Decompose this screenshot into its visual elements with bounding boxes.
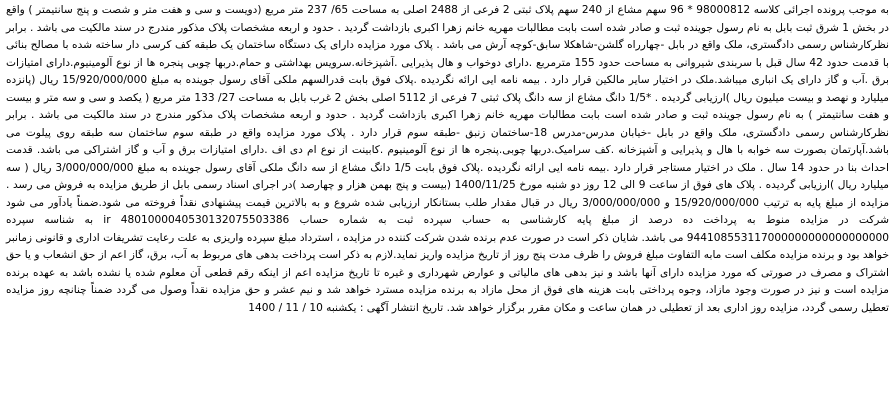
notice-body-text: به موجب پرونده اجرائی کلاسه 98000812 * 96 سهم مشاع از 240 سهم پلاک ثبتی 2 فرعی از 2488 اصلی به مساحت 65/ 237 متر مربع (دویست و سی و هفت متر و شصت و پنج سانتیمتر ) واقع در بخش 1 شرق ثبت بابل به نام رسول جوینده ثبت و صادر شده است بابت مطالبات مهریه خانم زهرا اکبری بازداشت گردید . حدود و اربعه مشخصات پلاک مذکور مندرج در سند مالکیت می باشد . برابر نظرکارشناس رسمی دادگستری، ملک واقع در بابل -چهارراه گلشن-شاهکلا سابق-کوچه آرش می باشد . پلاک مورد مزایده دارای یک دستگاه ساختمان یک طبقه کف کرسی دار ساخته شده با مصالح بنائی با قدمت حدود 42 سال قبل با سربندی شیروانی به مساحت حدود 155 مترمربع .دارای دوخواب و هال پذیرایی .آشپزخانه.سرویس بهداشتی و حمام.دربها چوبی پنجره ها از نوع آلومینیوم.دارای امتیازات برق .آب و گاز دارای یک انباری میباشد.ملک در اختیار سایر مالکین قرار دارد . بیمه نامه ایی ارائه نگردیده .پلاک فوق بابت قدرالسهم ملکی آقای رسول جوینده به مبلغ 15/920/000/000 ریال (پانزده میلیارد و نهصد و بیست میلیون ریال )ارزیابی گردیده . *1/5 دانگ مشاع از سه دانگ پلاک ثبتی 7 فرعی از 5112 اصلی بخش 2 غرب بابل به مساحت 27/ 133 متر مربع ( یکصد و سی و سه متر و بیست و هفت سانتیمتر ) به نام رسول جوینده ثبت و صادر شده است بابت مطالبات مهریه خانم زهرا اکبری بازداشت گردید . حدود و اربعه مشخصات پلاک مذکور مندرج در سند مالکیت می باشد . برابر نظرکارشناس رسمی دادگستری، ملک واقع در بابل -خیابان مدرس-مدرس 18-ساختمان زنبق -طبقه سوم قرار دارد . پلاک مورد مزایده واقع در طبقه سوم ساختمان سه طبقه روی پیلوت می باشد.آپارتمان بصورت سه خوابه با هال و پذیرایی و آشپزخانه .کف سرامیک.دربها چوبی.پنجره ها از نوع آلومینیوم .کابینت از نوع ام دی اف .دارای امتیازات برق و آب و گاز اشتراکی می باشد. قدمت احداث بنا در حدود 14 سال . ملک در اختیار مستاجر قرار دارد .بیمه نامه ایی ارائه نگردیده .پلاک فوق بابت 1/5 دانگ مشاع از سه دانگ ملکی آقای رسول جوینده به مبلغ 3/000/000/000 ریال ( سه میلیارد ریال )ارزیابی گردیده . پلاک های فوق از ساعت 9 الی 12 روز دو شنبه مورخ 1400/11/25 (بیست و پنج بهمن هزار و چهارصد )در اجرای اسناد رسمی بابل از طریق مزایده به فروش می رسد . مزایده از مبلغ پایه به ترتیب 15/920/000/000 و 3/000/000/000 ریال در قبال مقدار طلب بستانکار ارزیابی شده شروع و به بالاترین قیمت پیشنهادی نقداً فروخته می شود.ضمناً یادآور می شود شرکت در مزایده منوط به پرداخت ده درصد از مبلغ پایه کارشناسی به حساب سپرده ثبت به شماره حساب 4801000040530132075503386 ir به شناسه سپرده 944108553117000000000000000000 می باشد. شایان ذکر است در صورت عدم برنده شدن شرکت کننده در مزایده ، استرداد مبلغ سپرده واریزی به علت رعایت تشریفات اداری و قانونی زمانبر خواهد بود و برنده مزایده مکلف است مابه التفاوت مبلغ فروش را ظرف مدت پنج روز از تاریخ مزایده واریز نماید.لازم به ذکر است پرداخت بدهی های مربوط به آب، برق، گاز اعم از حق انشعاب و یا حق اشتراک و مصرف در صورتی که مورد مزایده دارای آنها باشد و نیز بدهی های مالیاتی و عوارض شهرداری و غیره تا تاریخ مزایده اعم از اینکه رقم قطعی آن معلوم شده یا نشده باشد به عهده برنده مزایده است و نیز در صورت وجود مازاد، وجوه پرداختی بابت هزینه های فوق از محل مازاد به برنده مزایده مسترد خواهد شد و نیم عشر و حق مزایده نقداً وصول می گردد ضمناً چنانچه روز مزایده تعطیل رسمی گردد، مزایده روز اداری بعد از تعطیلی در همان ساعت و مکان مقرر برگزار خواهد شد. تاریخ انتشار آگهی : یکشنبه 10 / 11 / 1400 — [6, 4, 890, 314]
